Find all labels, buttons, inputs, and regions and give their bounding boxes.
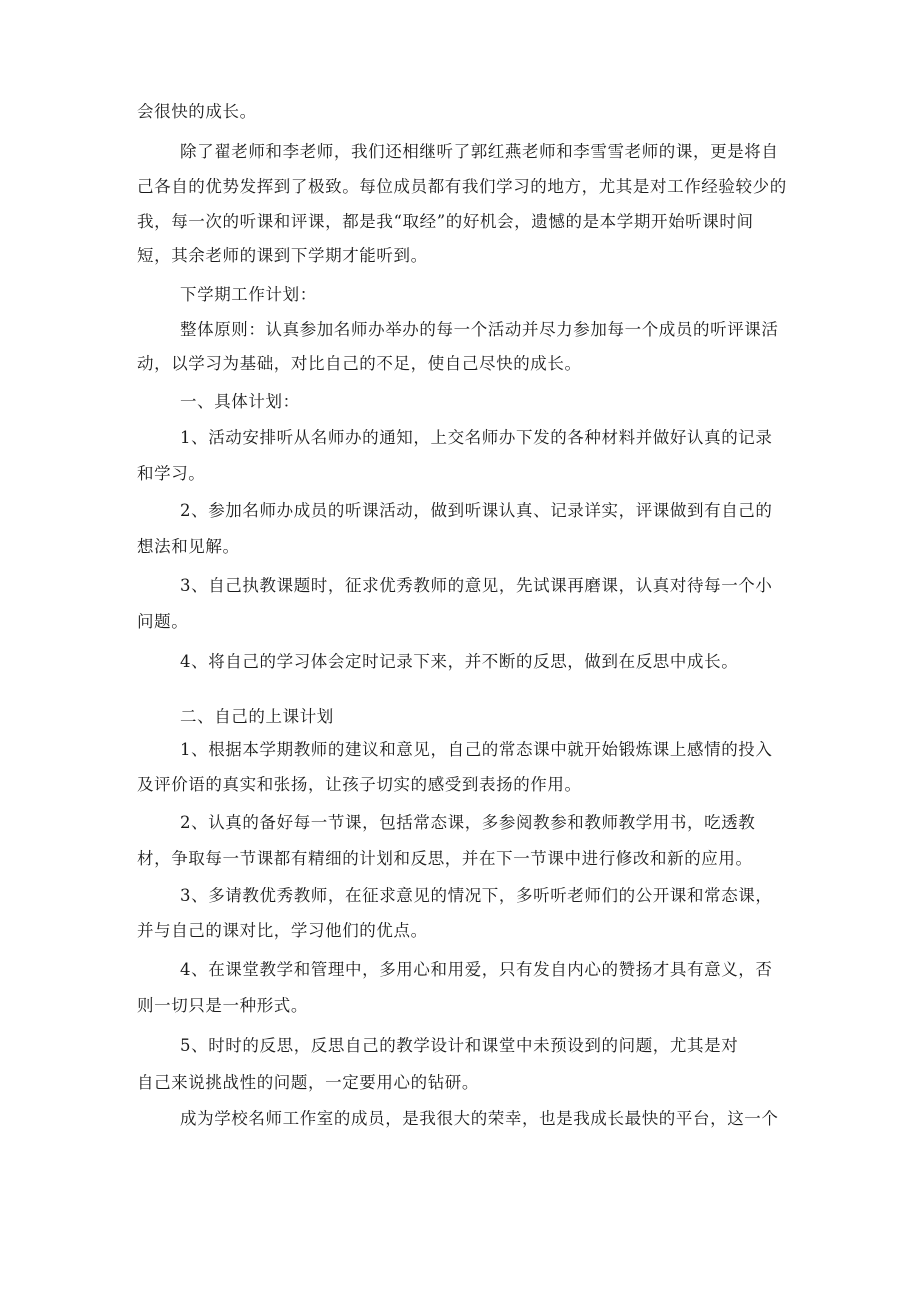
list-item: 1、活动安排听从名师办的通知，上交名师办下发的各种材料并做好认真的记录 <box>180 428 773 447</box>
text-line: 自己来说挑战性的问题，一定要用心的钻研。 <box>137 1073 479 1092</box>
list-item: 2、认真的备好每一节课，包括常态课，多参阅教参和教师教学用书，吃透教 <box>180 813 756 832</box>
section-heading: 二、自己的上课计划 <box>180 707 334 726</box>
text-line: 和学习。 <box>137 464 206 483</box>
text-line: 则一切只是一种形式。 <box>137 996 308 1015</box>
list-item: 2、参加名师办成员的听课活动，做到听课认真、记录详实，评课做到有自己的 <box>180 501 773 520</box>
list-item: 4、在课堂教学和管理中，多用心和用爱，只有发自内心的赞扬才具有意义，否 <box>180 960 773 979</box>
section-heading: 下学期工作计划： <box>180 285 317 304</box>
text-line: 短，其余老师的课到下学期才能听到。 <box>137 246 428 265</box>
text-line: 及评价语的真实和张扬，让孩子切实的感受到表扬的作用。 <box>137 775 582 794</box>
list-item: 4、将自己的学习体会定时记录下来，并不断的反思，做到在反思中成长。 <box>180 652 739 671</box>
text-line: 己各自的优势发挥到了极致。每位成员都有我们学习的地方，尤其是对工作经验较少的 <box>137 177 787 196</box>
text-line: 动，以学习为基础，对比自己的不足，使自己尽快的成长。 <box>137 354 582 373</box>
text-line: 问题。 <box>137 612 189 631</box>
text-line: 会很快的成长。 <box>137 102 257 121</box>
section-heading: 一、具体计划： <box>180 392 300 411</box>
list-item: 3、多请教优秀教师，在征求意见的情况下，多听听老师们的公开课和常态课， <box>180 886 773 905</box>
text-line: 材，争取每一节课都有精细的计划和反思，并在下一节课中进行修改和新的应用。 <box>137 849 753 868</box>
text-line: 想法和见解。 <box>137 537 240 556</box>
text-line: 成为学校名师工作室的成员，是我很大的荣幸，也是我成长最快的平台，这一个 <box>180 1109 779 1128</box>
text-line: 我，每一次的听课和评课，都是我“取经”的好机会，遗憾的是本学期开始听课时间 <box>137 212 754 231</box>
text-line: 整体原则：认真参加名师办举办的每一个活动并尽力参加每一个成员的听评课活 <box>180 320 779 339</box>
text-line: 并与自己的课对比，学习他们的优点。 <box>137 921 428 940</box>
list-item: 1、根据本学期教师的建议和意见，自己的常态课中就开始锻炼课上感情的投入 <box>180 740 773 759</box>
list-item: 5、时时的反思，反思自己的教学设计和课堂中未预设到的问题，尤其是对 <box>180 1036 739 1055</box>
text-line: 除了翟老师和李老师，我们还相继听了郭红燕老师和李雪雪老师的课，更是将自 <box>180 142 779 161</box>
list-item: 3、自己执教课题时，征求优秀教师的意见，先试课再磨课，认真对待每一个小 <box>180 576 773 595</box>
